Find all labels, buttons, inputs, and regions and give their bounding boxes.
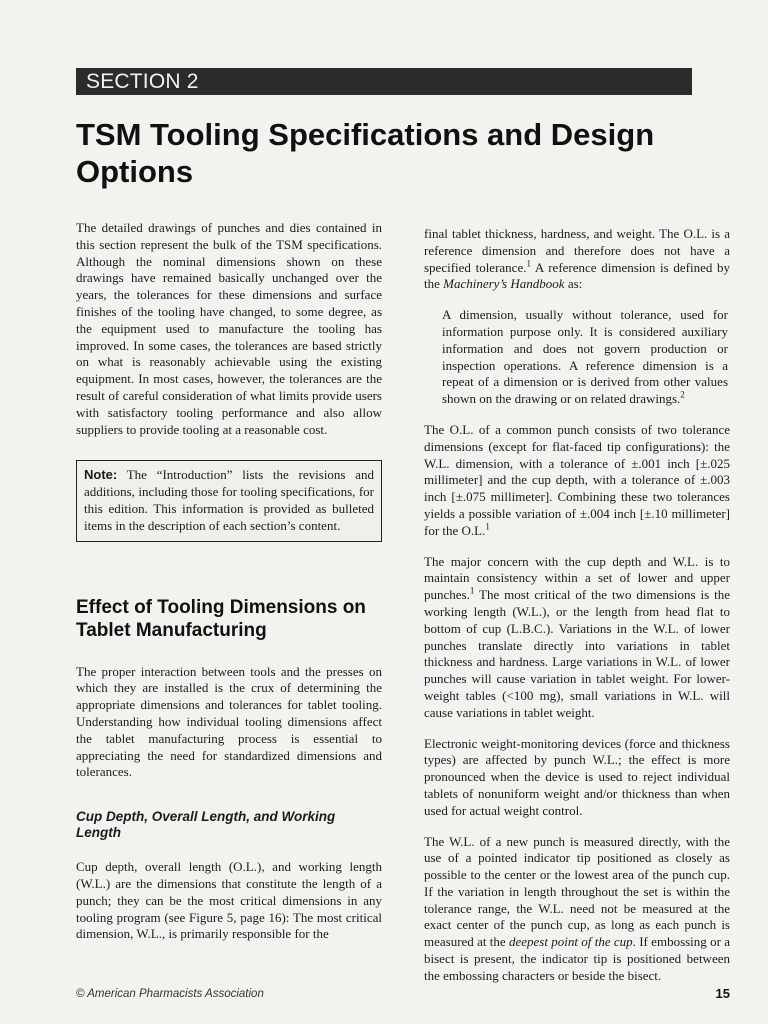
copyright-footer: © American Pharmacists Association (76, 988, 264, 1000)
quote-text: A dimension, usually without tolerance, used for information purpose only. It is considered auxiliary information and does not govern production or inspection operations. A reference dimension is a repeat of a dimension or is derived from other values shown on the drawing or on related drawings. (442, 307, 728, 407)
section-heading: Effect of Tooling Dimensions on Tablet Manufacturing (76, 596, 366, 641)
overall-length-text: The O.L. of a common punch consists of two tolerance dimensions (except for flat-faced tip configurations): the W.L. dimension, with a tolerance of ±.001 inch [±.025 millimeter] and the cup depth, with a tolerance of ±.003 inch [±.075 millimeter]. Combining these two tolerances yields a possible variation of ±.004 inch [±.10 millimeter] for the O.L. (424, 421, 730, 538)
emphasis-text: deepest point of the cup (508, 934, 633, 950)
section-label: SECTION 2 (86, 70, 199, 93)
measurement-text-a: The W.L. of a new punch is measured directly, with the use of a pointed indicator tip positioned as closely as possible to the center or the lowest area of the punch cup. If the variation in length throughout the set is within the tolerance range, the W.L. need not be measured at the exact center of the punch cup, as long as each punch is measured at the (424, 833, 730, 950)
subsection-heading: Cup Depth, Overall Length, and Working Length (76, 809, 336, 841)
footnote-ref: 1 (469, 585, 475, 596)
interaction-paragraph: The proper interaction between tools and the presses on which they are installed is the crux of determining the appropriate dimensions and tolerances for tablet tooling. Understanding how individual tooling dimensions affect the tablet manufacturing process is essential to appreciating the need for standardized dimensions and tolerances. (76, 663, 382, 780)
consistency-paragraph (424, 554, 730, 722)
consistency-text-b: The most critical of the two dimensions is the working length (W.L.), or the length from head flat to bottom of cup (L.B.C.). Variations in the W.L. of lower punches translate directly into variations in tablet thickness and hardness. Large variations in W.L. of lower punches will cause variation in tablet weight. For lower-weight tables (<100 mg), small variations in W.L. will cause variations in tablet weight. (424, 587, 730, 720)
note-box (76, 460, 382, 541)
measurement-text-b: . If embossing or a bisect is present, the indicator tip is positioned between the embossing characters or beside the bisect. (424, 934, 731, 983)
reference-text-c: as: (564, 276, 583, 292)
consistency-text-a: The major concern with the cup depth and W.L. is to maintain consistency within a set of lower and upper punches. (424, 553, 730, 603)
left-column (76, 220, 382, 957)
intro-paragraph: The detailed drawings of punches and dies contained in this section represent the bulk of the TSM specifications. Although the nominal dimensions shown on these drawings have remained basically unchanged over the years, the tolerances for these dimensions and surface finishes of the tooling have changed, to some degree, as the equipment used to manufacture the tooling has improved. In some cases, the tolerances are based strictly on what is reasonably achievable using the existing equipment. In most cases, however, the tolerances are the result of careful consideration of what limits provide users with satisfactory tooling performance and also allow suppliers to provide tooling at a reasonable cost. (76, 220, 382, 437)
reference-text: final tablet thickness, hardness, and weight. The O.L. is a reference dimension and therefore does not have a specified tolerance. (424, 226, 730, 275)
section-banner (76, 68, 692, 95)
block-quote (442, 307, 728, 408)
book-title: Machinery’s Handbook (443, 276, 565, 292)
cup-depth-paragraph: Cup depth, overall length (O.L.), and working length (W.L.) are the dimensions that constitute the length of a punch; they can be the most critical dimensions in any tooling program (see Figure 5, page 16): The most critical dimension, W.L., is primarily responsible for the (76, 859, 382, 942)
page-number: 15 (715, 986, 730, 1001)
reference-paragraph (424, 226, 730, 293)
weight-monitoring-paragraph: Electronic weight-monitoring devices (force and thickness types) are affected by punch W.L.; the effect is more pronounced when the device is used to reject individual tablets of nonuniform weight and/or thickness than when used for actual weight control. (424, 735, 730, 818)
note-label: Note: (84, 467, 118, 483)
footnote-ref: 1 (485, 521, 490, 532)
footnote-ref: 2 (680, 389, 685, 400)
page-title: TSM Tooling Specifications and Design Options (76, 117, 655, 189)
footnote-ref: 1 (526, 258, 531, 269)
measurement-paragraph (424, 834, 730, 985)
note-text: The “Introduction” lists the revisions and additions, including those for tooling specifications, for this edition. This information is provided as bulleted items in the description of each section’s content. (84, 467, 375, 533)
note-paragraph (84, 467, 374, 534)
right-column (424, 226, 730, 999)
overall-length-paragraph (424, 422, 730, 540)
reference-text-b: A reference dimension is defined by the (424, 259, 731, 292)
